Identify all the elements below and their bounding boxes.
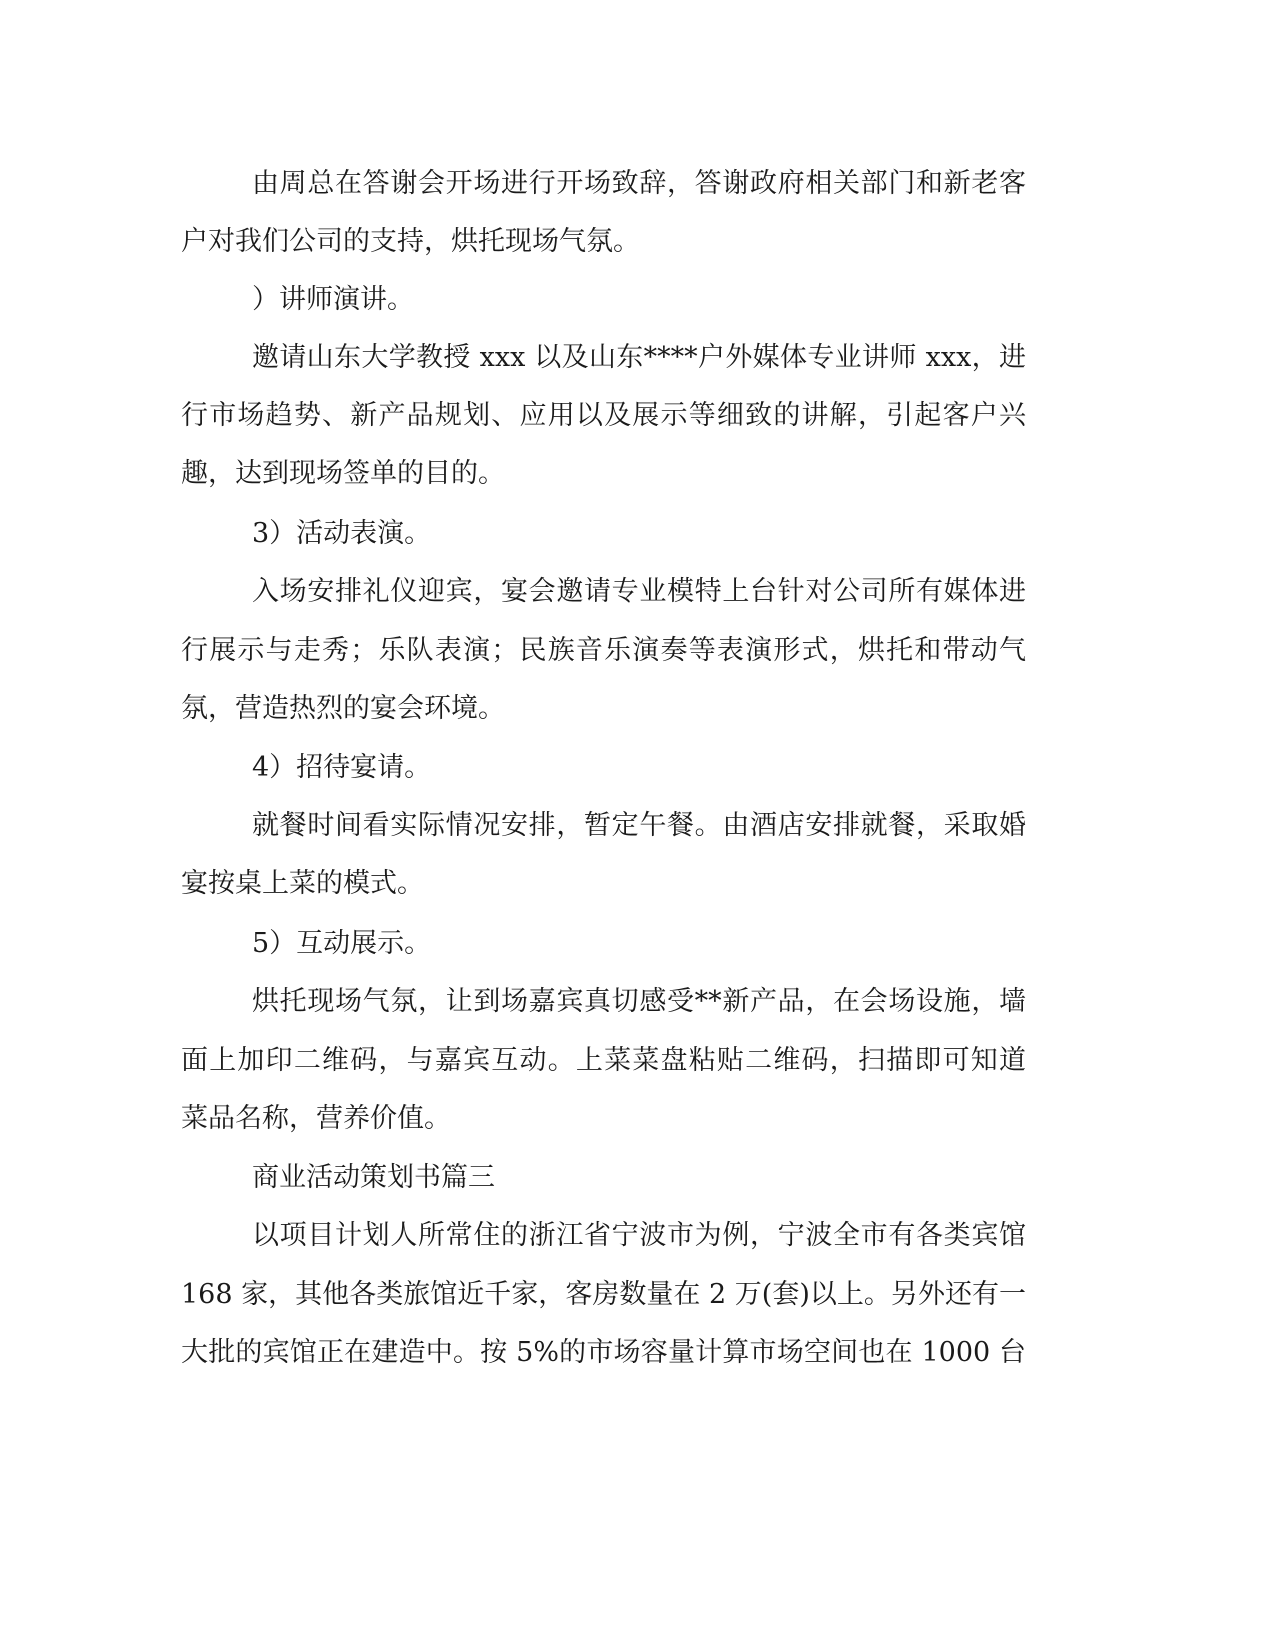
paragraph-line: 行市场趋势、新产品规划、应用以及展示等细致的讲解，引起客户兴: [181, 400, 1026, 431]
section-heading: 5）互动展示。: [252, 928, 432, 959]
paragraph-line: 户对我们公司的支持，烘托现场气氛。: [181, 226, 640, 257]
section-heading: ）讲师演讲。: [252, 284, 414, 315]
paragraph-line: 大批的宾馆正在建造中。按 5%的市场容量计算市场空间也在 1000 台: [181, 1337, 1026, 1368]
section-heading: 商业活动策划书篇三: [252, 1162, 495, 1193]
paragraph-line: 由周总在答谢会开场进行开场致辞，答谢政府相关部门和新老客: [252, 168, 1026, 199]
paragraph-line: 烘托现场气氛，让到场嘉宾真切感受**新产品，在会场设施，墙: [252, 986, 1026, 1017]
paragraph-line: 行展示与走秀；乐队表演；民族音乐演奏等表演形式，烘托和带动气: [181, 635, 1026, 666]
paragraph-line: 就餐时间看实际情况安排，暂定午餐。由酒店安排就餐，采取婚: [252, 810, 1026, 841]
paragraph-line: 邀请山东大学教授 xxx 以及山东****户外媒体专业讲师 xxx，进: [252, 342, 1026, 373]
paragraph-line: 面上加印二维码，与嘉宾互动。上菜菜盘粘贴二维码，扫描即可知道: [181, 1045, 1026, 1076]
paragraph-line: 菜品名称，营养价值。: [181, 1103, 451, 1134]
paragraph-line: 以项目计划人所常住的浙江省宁波市为例，宁波全市有各类宾馆: [252, 1220, 1026, 1251]
section-heading: 4）招待宴请。: [252, 752, 432, 783]
paragraph-line: 氛，营造热烈的宴会环境。: [181, 693, 505, 724]
paragraph-line: 入场安排礼仪迎宾，宴会邀请专业模特上台针对公司所有媒体进: [252, 576, 1026, 607]
paragraph-line: 宴按桌上菜的模式。: [181, 868, 424, 899]
paragraph-line: 168 家，其他各类旅馆近千家，客房数量在 2 万(套)以上。另外还有一: [181, 1279, 1026, 1310]
section-heading: 3）活动表演。: [252, 518, 432, 549]
paragraph-line: 趣，达到现场签单的目的。: [181, 458, 505, 489]
